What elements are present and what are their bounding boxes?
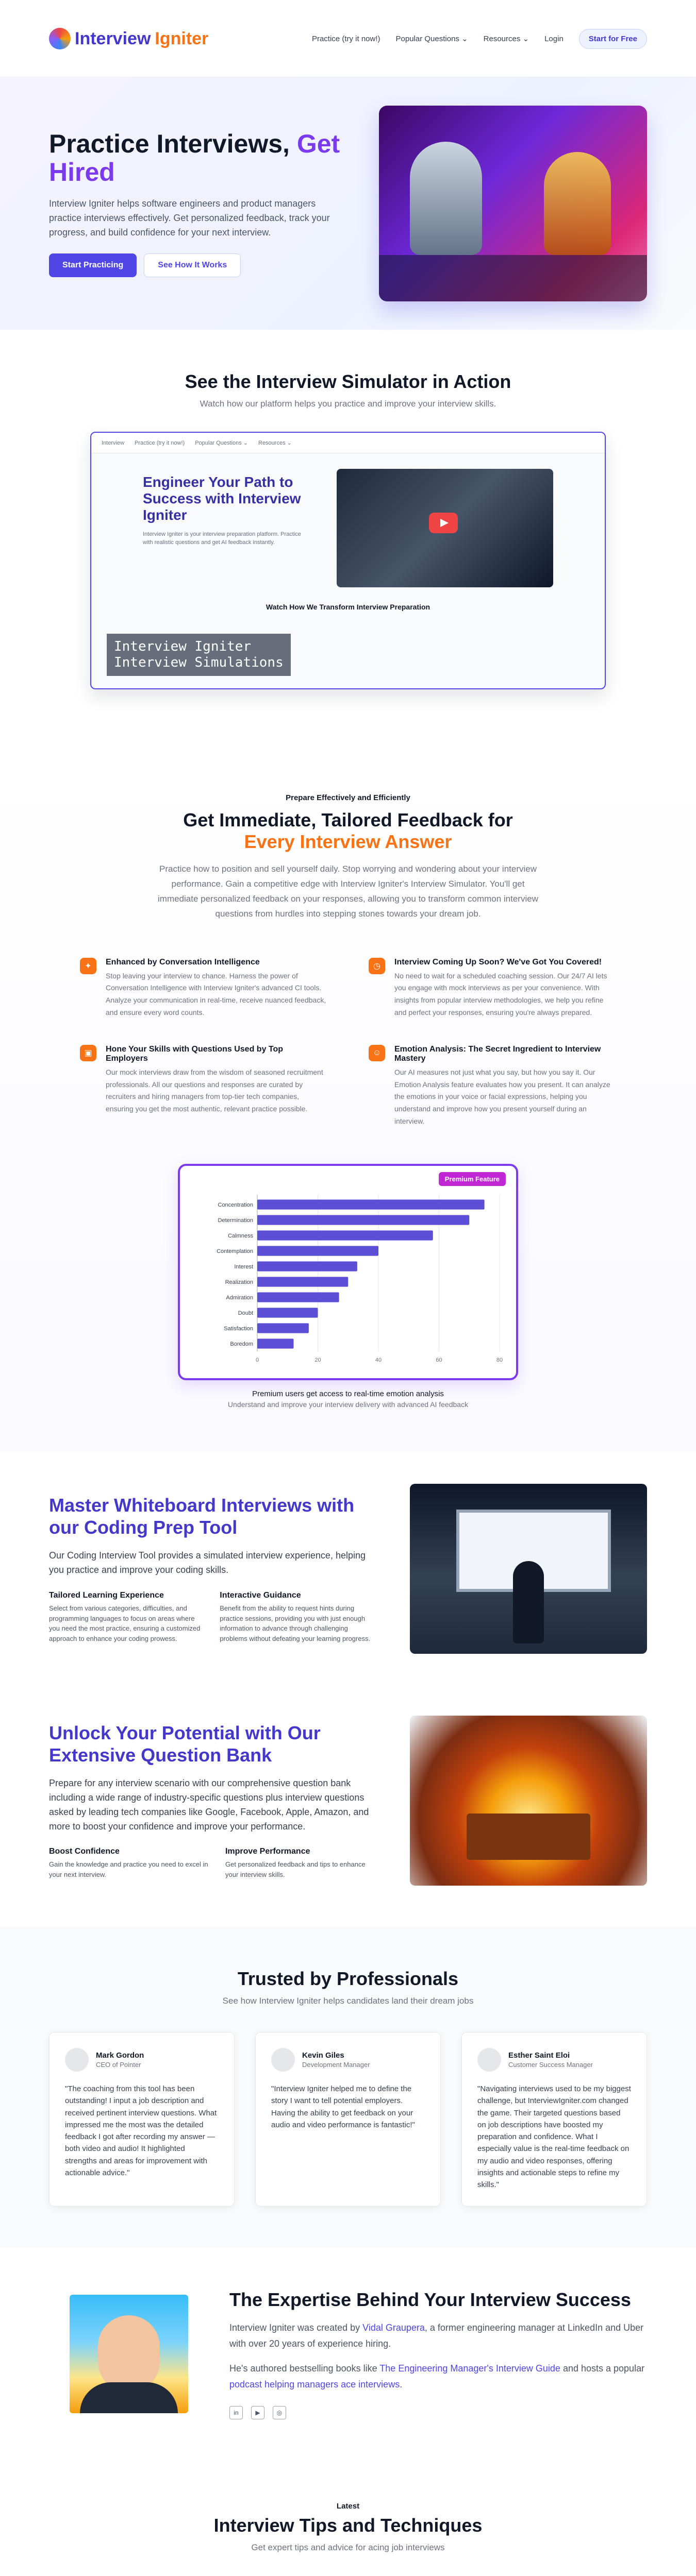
blog-eyebrow: Latest bbox=[336, 2501, 360, 2511]
feedback-section bbox=[0, 752, 696, 1453]
expertise-t4: and hosts a popular bbox=[562, 2363, 645, 2374]
hero-section bbox=[0, 77, 696, 330]
briefcase-icon: ▣ bbox=[80, 1045, 96, 1061]
chart-category-label: Contemplation bbox=[217, 1248, 253, 1255]
chart-x-tick-label: 60 bbox=[436, 1357, 442, 1363]
video-text: Interview Igniter is your interview preparation platform. Practice with realistic questions and get AI feedback instantly. bbox=[143, 531, 301, 546]
chart-category-label: Interest bbox=[234, 1263, 253, 1270]
emotion-bar-chart bbox=[180, 1166, 516, 1378]
bank-item bbox=[225, 1847, 374, 1879]
chart-bar bbox=[257, 1215, 469, 1225]
testimonials-section bbox=[0, 1927, 696, 2248]
chat-icon: ✦ bbox=[80, 958, 96, 974]
item-text: Benefit from the ability to request hints during practice sessions, providing you with just enough information to advance through challenging problems without defeating your learning progress. bbox=[220, 1604, 371, 1642]
testimonial-quote: "The coaching from this tool has been outstanding! I input a job description and received pertinent interview questions. What impressed me the most was the detailed feedback I got after recording my answer — both video and audio! It highlighted strengths and areas for improvement with actionable advice." bbox=[65, 2084, 217, 2177]
chart-bar bbox=[257, 1338, 294, 1348]
testimonial-quote: "Interview Igniter helped me to define the story I want to tell potential employers. Having the ability to get feedback on your audio and video performance is fantastic!" bbox=[271, 2084, 415, 2129]
expertise-t5: . bbox=[400, 2379, 403, 2390]
expertise-t1: Interview Igniter was created by bbox=[229, 2323, 360, 2333]
chart-category-label: Admiration bbox=[226, 1294, 253, 1301]
item-title: Boost Confidence bbox=[49, 1847, 120, 1856]
feature-item bbox=[369, 1045, 616, 1128]
play-icon[interactable] bbox=[429, 513, 458, 533]
chart-bar bbox=[257, 1230, 433, 1240]
feature-item bbox=[80, 958, 327, 1019]
question-bank-illustration bbox=[410, 1716, 647, 1886]
hero-title-a: Practice Interviews, bbox=[49, 129, 290, 159]
founder-name-link[interactable]: Vidal Graupera bbox=[362, 2323, 425, 2333]
chart-category-label: Calmness bbox=[228, 1232, 253, 1239]
testimonials-title: Trusted by Professionals bbox=[237, 1968, 459, 1989]
feedback-title-b: Every Interview Answer bbox=[244, 831, 452, 852]
video-nav-questions: Popular Questions ⌄ bbox=[195, 440, 248, 446]
feature-text: Stop leaving your interview to chance. Harness the power of Conversation Intelligence with Interview Igniter's advanced CI tools. Analyze your communication in real-time, receive nuanced feedback, and ensure every word counts. bbox=[106, 971, 326, 1016]
question-bank-section bbox=[0, 1685, 696, 1927]
face-shape bbox=[98, 2315, 160, 2393]
feature-grid bbox=[80, 958, 616, 1128]
chart-x-tick-label: 80 bbox=[496, 1357, 503, 1363]
premium-badge: Premium Feature bbox=[439, 1172, 506, 1186]
feedback-title bbox=[49, 809, 647, 853]
chart-x-tick-label: 20 bbox=[314, 1357, 321, 1363]
chart-bar bbox=[257, 1261, 357, 1271]
whiteboard-section bbox=[0, 1453, 696, 1685]
expertise-t3: He's authored bestselling books like bbox=[229, 2363, 377, 2374]
item-title: Improve Performance bbox=[225, 1847, 310, 1856]
bank-item bbox=[49, 1847, 210, 1879]
nav-links bbox=[312, 29, 647, 49]
hero-title bbox=[49, 130, 348, 187]
brand-name-b: Igniter bbox=[155, 28, 209, 48]
chart-subcaption: Understand and improve your interview delivery with advanced AI feedback bbox=[227, 1400, 469, 1409]
book-link[interactable]: The Engineering Manager's Interview Guide bbox=[379, 2363, 560, 2374]
avatar bbox=[477, 2048, 501, 2072]
simulator-title: See the Interview Simulator in Action bbox=[185, 371, 511, 392]
simulator-section bbox=[0, 330, 696, 752]
emotion-chart-card bbox=[178, 1164, 518, 1380]
badge-line-1: Interview Igniter bbox=[114, 638, 252, 654]
nav-login[interactable]: Login bbox=[544, 34, 564, 43]
feature-item bbox=[369, 958, 616, 1019]
founder-photo bbox=[70, 2295, 188, 2413]
testimonial-card bbox=[255, 2032, 441, 2207]
linkedin-icon[interactable]: in bbox=[229, 2406, 243, 2419]
simulator-video[interactable] bbox=[90, 432, 606, 689]
robot-figure bbox=[410, 142, 482, 255]
expertise-text-1 bbox=[229, 2320, 647, 2351]
simulator-subtitle: Watch how our platform helps you practice and improve your interview skills. bbox=[200, 399, 496, 409]
chart-bar bbox=[257, 1199, 485, 1209]
chart-category-label: Boredom bbox=[230, 1341, 253, 1347]
chart-bar bbox=[257, 1246, 378, 1256]
testimonial-role: CEO of Pointer bbox=[96, 2061, 141, 2069]
see-how-button[interactable]: See How It Works bbox=[144, 253, 241, 277]
video-heading: Engineer Your Path to Success with Interview Igniter bbox=[143, 474, 301, 523]
youtube-icon[interactable]: ▶ bbox=[251, 2406, 264, 2419]
person-figure bbox=[544, 152, 611, 255]
item-text: Gain the knowledge and practice you need to excel in your next interview. bbox=[49, 1860, 208, 1878]
top-nav bbox=[0, 0, 696, 77]
item-text: Get personalized feedback and tips to enhance your interview skills. bbox=[225, 1860, 366, 1878]
testimonial-name: Esther Saint Eloi bbox=[508, 2051, 570, 2060]
testimonial-role: Development Manager bbox=[302, 2061, 370, 2069]
feature-text: Our mock interviews draw from the wisdom of seasoned recruitment professionals. All our questions and responses are curated by recruiters and hiring managers from top-tier tech companies, ensuring you get the most authentic, relevant practice possible. bbox=[106, 1067, 323, 1113]
chart-bar bbox=[257, 1308, 318, 1317]
chart-category-label: Satisfaction bbox=[224, 1325, 253, 1332]
feature-title: Interview Coming Up Soon? We've Got You Covered! bbox=[394, 957, 602, 967]
presenter-figure bbox=[513, 1561, 544, 1643]
expertise-section bbox=[0, 2248, 696, 2460]
feature-title: Emotion Analysis: The Secret Ingredient to Interview Mastery bbox=[394, 1044, 601, 1063]
podcast-icon[interactable]: ◎ bbox=[273, 2406, 286, 2419]
brand-name-a: Interview bbox=[75, 28, 151, 48]
blog-title: Interview Tips and Techniques bbox=[213, 2514, 483, 2536]
nav-popular-questions[interactable]: Popular Questions ⌄ bbox=[395, 35, 468, 43]
chart-bar bbox=[257, 1323, 309, 1333]
desk-shape bbox=[379, 255, 647, 301]
item-title: Interactive Guidance bbox=[220, 1591, 301, 1600]
badge-line-2: Interview Simulations bbox=[114, 654, 284, 670]
shirt-shape bbox=[80, 2382, 178, 2413]
chart-bar bbox=[257, 1277, 348, 1286]
chart-x-tick-label: 40 bbox=[375, 1357, 382, 1363]
expertise-title: The Expertise Behind Your Interview Success bbox=[229, 2289, 631, 2311]
brand-logo[interactable] bbox=[49, 28, 208, 49]
whiteboard-illustration bbox=[410, 1484, 647, 1654]
feedback-lead: Practice how to position and sell yourself daily. Stop worrying and wondering about your interview performance. Gain a competitive edge with Interview Igniter's Interview Simulator. You'll get immediate personalized feedback on your responses, allowing you to transform common interview questions from hurdles into stepping stones towards your dream job. bbox=[158, 864, 538, 919]
whiteboard-item bbox=[49, 1591, 204, 1643]
video-nav-practice: Practice (try it now!) bbox=[135, 439, 185, 446]
expertise-text-2 bbox=[229, 2361, 647, 2392]
feature-text: Our AI measures not just what you say, but how you say it. Our Emotion Analysis feature evaluates how you present. It can analyze the emotions in your voice or facial expressions, helping you understand and improve how you present yourself during an interview. bbox=[394, 1067, 610, 1125]
start-free-button[interactable]: Start for Free bbox=[579, 29, 647, 49]
start-practicing-button[interactable]: Start Practicing bbox=[49, 253, 137, 277]
testimonial-quote: "Navigating interviews used to be my biggest challenge, but InterviewIgniter.com changed the game. Their targeted questions based on job descriptions have boosted my preparation and confidence. What I especially value is the real-time feedback on my audio and video responses, offering insights and actionable steps to refine my skills." bbox=[477, 2084, 631, 2189]
video-caption: Watch How We Transform Interview Preparation bbox=[266, 603, 430, 611]
logo-mark-icon bbox=[49, 28, 71, 49]
feedback-eyebrow: Prepare Effectively and Efficiently bbox=[286, 793, 410, 802]
testimonials-subtitle: See how Interview Igniter helps candidates land their dream jobs bbox=[222, 1996, 474, 2006]
whiteboard-title: Master Whiteboard Interviews with our Coding Prep Tool bbox=[49, 1494, 355, 1538]
avatar bbox=[271, 2048, 295, 2072]
clock-icon: ◷ bbox=[369, 958, 385, 974]
video-page-header bbox=[91, 433, 605, 453]
testimonial-name: Kevin Giles bbox=[302, 2051, 344, 2060]
blog-section bbox=[0, 2461, 696, 2576]
bank-text: Prepare for any interview scenario with our comprehensive question bank including a wide range of industry-specific questions plus interview questions asked by leading tech companies like Google, Facebook, Apple, Amazon, and more to boost your confidence and improve your performance. bbox=[49, 1777, 369, 1832]
book-shape bbox=[467, 1814, 590, 1860]
bank-title: Unlock Your Potential with Our Extensive Question Bank bbox=[49, 1722, 321, 1766]
item-title: Tailored Learning Experience bbox=[49, 1591, 164, 1600]
feedback-title-a: Get Immediate, Tailored Feedback for bbox=[183, 809, 513, 831]
testimonial-card bbox=[461, 2032, 647, 2207]
chart-category-label: Determination bbox=[218, 1217, 253, 1224]
podcast-link[interactable]: podcast helping managers ace interviews bbox=[229, 2379, 400, 2390]
video-brand: Interview bbox=[102, 439, 125, 446]
video-overlay-badge bbox=[107, 634, 291, 676]
blog-subtitle: Get expert tips and advice for acing job interviews bbox=[251, 2542, 445, 2552]
chart-caption: Premium users get access to real-time emotion analysis bbox=[252, 1389, 444, 1398]
item-text: Select from various categories, difficulties, and programming languages to focus on areas where you need the most practice, ensuring a customized approach to enhance your coding prowess. bbox=[49, 1604, 201, 1642]
chart-category-label: Realization bbox=[225, 1279, 253, 1285]
expertise-t2: , a former engineering manager at LinkedIn and Uber with over 20 years of experience hiring. bbox=[229, 2323, 644, 2349]
video-nav-resources: Resources ⌄ bbox=[258, 440, 292, 446]
chart-bar bbox=[257, 1292, 339, 1302]
hero-title-b: Get Hired bbox=[49, 129, 340, 187]
emotion-icon: ☺ bbox=[369, 1045, 385, 1061]
testimonial-name: Mark Gordon bbox=[96, 2051, 144, 2060]
chart-category-label: Doubt bbox=[238, 1310, 253, 1316]
feature-text: No need to wait for a scheduled coaching session. Our 24/7 AI lets you engage with mock interviews as per your convenience. With insights from popular interview methodologies, we help you refine and perfect your responses, ensuring you're always prepared. bbox=[394, 971, 607, 1016]
nav-resources[interactable]: Resources ⌄ bbox=[483, 35, 529, 43]
feature-item bbox=[80, 1045, 327, 1128]
testimonial-role: Customer Success Manager bbox=[508, 2061, 593, 2069]
chart-category-label: Concentration bbox=[218, 1201, 253, 1208]
feature-title: Hone Your Skills with Questions Used by Top Employers bbox=[106, 1044, 284, 1063]
feature-title: Enhanced by Conversation Intelligence bbox=[106, 957, 260, 967]
testimonial-card bbox=[49, 2032, 235, 2207]
hero-text: Interview Igniter helps software engineers and product managers practice interviews effectively. Get personalized feedback, track your progress, and build confidence for your next interview. bbox=[49, 198, 330, 238]
avatar bbox=[65, 2048, 89, 2072]
whiteboard-item bbox=[220, 1591, 374, 1643]
nav-practice[interactable]: Practice (try it now!) bbox=[311, 34, 380, 43]
whiteboard-text: Our Coding Interview Tool provides a simulated interview experience, helping you practice and improve your coding skills. bbox=[49, 1550, 366, 1575]
chart-x-tick-label: 0 bbox=[255, 1357, 259, 1363]
hero-illustration bbox=[379, 106, 647, 301]
